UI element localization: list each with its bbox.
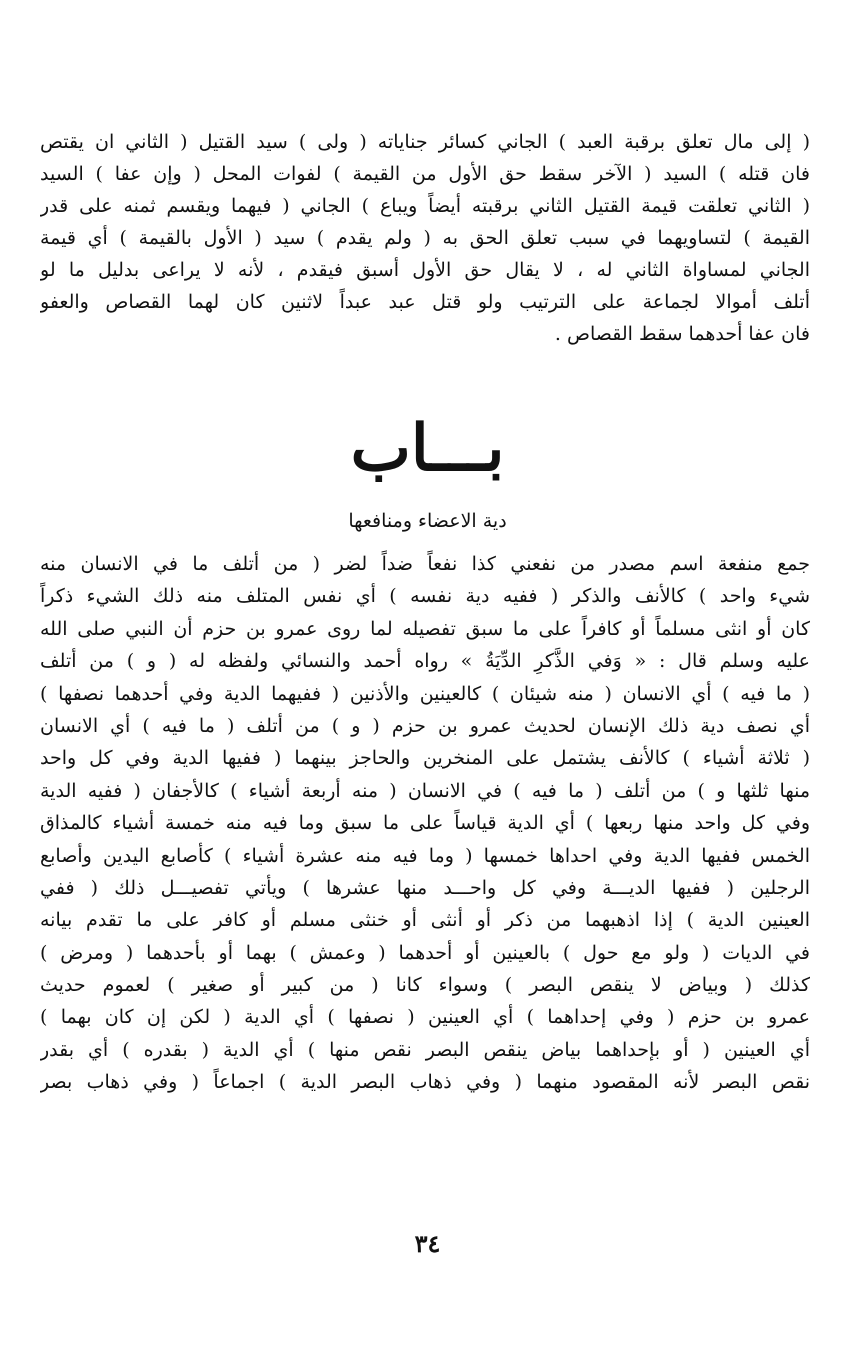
text-line: أتلف أموالا لجماعة على الترتيب ولو قتل عبد عبداً لاثنين كان لهما القصاص والعفو <box>40 291 810 313</box>
top-paragraph <box>40 126 810 350</box>
text-line: عمرو بن حزم ( وفي إحداهما ) أي العينين ( نصفها ) أي الدية ( لكن إن كان بهما ) <box>40 1006 810 1029</box>
text-line: أي العينين ( أو بإحداهما بياض ينقص البصر نقص منها ) أي الدية ( بقدره ) أي بقدر <box>40 1038 810 1061</box>
text-line: الرجلين ( ففيها الديـــة وفي كل واحـــد منها عشرها ) ويأتي تفصيـــل ذلك ( ففي <box>40 876 810 899</box>
text-line: ( الثاني تعلقت قيمة القتيل الثاني برقبته أيضاً ويباع ) الجاني ( فيهما ويقسم ثمنه على قدر <box>40 195 810 217</box>
text-line: وفي كل واحد منها ربعها ) أي الدية قياساً على ما سبق وما فيه منه خمسة أشياء كالمذاق <box>40 812 810 835</box>
main-paragraph <box>40 548 810 1099</box>
text-line: جمع منفعة اسم مصدر من نفعني كذا نفعاً ضداً لضر ( من أتلف ما في الانسان منه <box>40 553 810 575</box>
text-line: أي نصف دية ذلك الإنسان لحديث عمرو بن حزم ( و ) من أتلف ( ما فيه ) أي الانسان <box>40 714 810 737</box>
text-line: فان قتله ) السيد ( الآخر سقط حق الأول من القيمة ) لفوات المحل ( وإن عفا ) السيد <box>40 163 810 185</box>
text-line: الخمس ففيها الدية وفي احداها خمسها ( وما فيه منه عشرة أشياء ) كأصابع اليدين وأصابع <box>40 844 810 867</box>
text-line: كذلك ( وبياض لا ينقص البصر ) وسواء كانا ( من كبير أو صغير ) لعموم حديث <box>40 974 810 997</box>
text-line: نقص البصر لأنه المقصود منهما ( وفي ذهاب البصر الدية ) اجماعاً ( وفي ذهاب بصر <box>40 1071 810 1094</box>
text-line: فان عفا أحدهما سقط القصاص . <box>554 323 810 345</box>
text-line: كان أو انثى مسلماً أو كافراً على ما سبق تفصيله لما روى عمرو بن حزم أن النبي صلى الله <box>40 617 810 640</box>
text-line: شيء واحد ) كالأنف والذكر ( ففيه دية نفسه ) أي نفس المتلف منه ذلك الشيء ذكراً <box>40 585 810 608</box>
text-line: عليه وسلم قال : « وَفي الذَّكرِ الدِّيَةُ » رواه أحمد والنسائي ولفظه له ( و ) من أتلف <box>40 650 810 673</box>
chapter-heading: بـــاب <box>350 411 505 486</box>
text-line: ( إلى مال تعلق برقبة العبد ) الجاني كسائر جناياته ( ولى ) سيد القتيل ( الثاني ان يقتص <box>40 131 810 153</box>
text-line: منها ثلثها و ) من أتلف ( ما فيه ) في الانسان ( منه أربعة أشياء ) كالأجفان ( ففيه الدية <box>40 779 810 802</box>
text-line: في الديات ( ولو مع حول ) بالعينين أو أحدهما ( وعمش ) بهما أو بأحدهما ( ومرض ) <box>40 941 810 964</box>
chapter-subtitle: دية الاعضاء ومنافعها <box>348 510 507 532</box>
text-line: ( ثلاثة أشياء ) كالأنف يشتمل على المنخرين والحاجز بينهما ( ففيها الدية وفي كل واحد <box>40 747 810 770</box>
page-number: ٣٤ <box>414 1229 441 1258</box>
text-line: العينين الدية ) إذا اذهبهما من ذكر أو أنثى أو خنثى مسلم أو كافر على ما تقدم بيانه <box>40 909 810 932</box>
text-line: ( ما فيه ) أي الانسان ( منه شيئان ) كالعينين والأذنين ( ففيهما الدية وفي أحدهما نصفها ) <box>40 682 810 705</box>
text-line: الجاني لمساواة الثاني له ، لا يقال حق الأول أسبق فيقدم ، لأنه لا يراعى بدليل ما لو <box>40 259 810 281</box>
text-line: القيمة ) لتساويهما في سبب تعلق الحق به ( ولم يقدم ) سيد ( الأول بالقيمة ) أي قيمة <box>40 227 810 249</box>
